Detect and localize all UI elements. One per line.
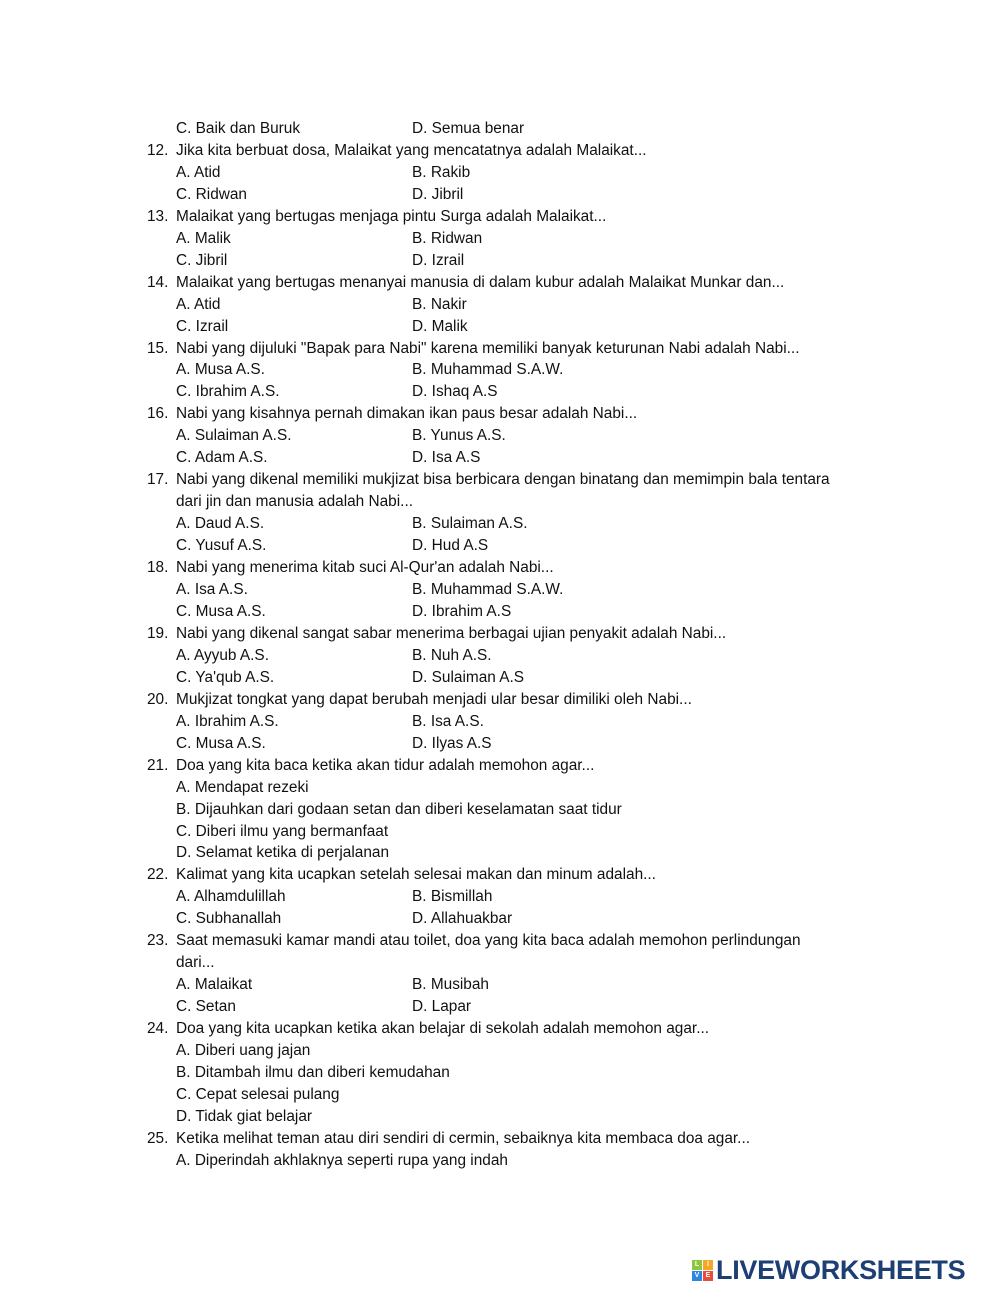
option: A. Daud A.S. — [176, 515, 265, 533]
option-row — [147, 316, 907, 338]
option: D. Ibrahim A.S — [412, 602, 512, 620]
question-number: 18. — [147, 559, 169, 577]
question-line — [147, 338, 907, 360]
option: B. Nuh A.S. — [412, 646, 492, 664]
question-text: Ketika melihat teman atau diri sendiri di cermin, sebaiknya kita membaca doa agar... — [176, 1129, 751, 1147]
question-line — [147, 403, 907, 425]
question-text: dari... — [176, 954, 215, 972]
question-line — [147, 557, 907, 579]
option-row — [147, 162, 907, 184]
option-row — [147, 886, 907, 908]
option: A. Malik — [176, 229, 231, 247]
option: A. Diberi uang jajan — [176, 1042, 311, 1060]
option: A. Sulaiman A.S. — [176, 427, 292, 445]
option: A. Ayyub A.S. — [176, 646, 269, 664]
question-line — [147, 206, 907, 228]
option-row — [147, 667, 907, 689]
option-row — [147, 799, 907, 821]
question-number: 13. — [147, 207, 169, 225]
option: C. Musa A.S. — [176, 602, 266, 620]
option: C. Jibril — [176, 251, 228, 269]
question-number: 15. — [147, 339, 169, 357]
option-row — [147, 381, 907, 403]
option: D. Lapar — [412, 998, 472, 1016]
logo-tile: L — [692, 1260, 702, 1270]
option: B. Nakir — [412, 295, 467, 313]
option: B. Rakib — [412, 163, 471, 181]
option: B. Ridwan — [412, 229, 483, 247]
option: C. Adam A.S. — [176, 449, 268, 467]
option: B. Muhammad S.A.W. — [412, 361, 564, 379]
option: D. Selamat ketika di perjalanan — [176, 844, 390, 862]
option: B. Muhammad S.A.W. — [412, 581, 564, 599]
option: C. Diberi ilmu yang bermanfaat — [176, 822, 389, 840]
option: B. Musibah — [412, 976, 489, 994]
question-line — [147, 755, 907, 777]
question-text: Nabi yang dijuluki "Bapak para Nabi" karena memiliki banyak keturunan Nabi adalah Nabi... — [176, 339, 800, 357]
option-row — [147, 425, 907, 447]
option-row — [147, 996, 907, 1018]
option: A. Atid — [176, 295, 221, 313]
question-text: Doa yang kita ucapkan ketika akan belajar di sekolah adalah memohon agar... — [176, 1020, 710, 1038]
option-row — [147, 733, 907, 755]
option-row — [147, 294, 907, 316]
option: D. Tidak giat belajar — [176, 1107, 313, 1125]
option: B. Ditambah ilmu dan diberi kemudahan — [176, 1063, 450, 1081]
question-line — [147, 864, 907, 886]
logo-text: LIVEWORKSHEETS — [716, 1255, 966, 1285]
option: C. Ya'qub A.S. — [176, 668, 275, 686]
question-line — [147, 930, 907, 952]
question-text: Nabi yang dikenal sangat sabar menerima berbagai ujian penyakit adalah Nabi... — [176, 624, 727, 642]
option: B. Bismillah — [412, 888, 493, 906]
option: B. Sulaiman A.S. — [412, 515, 528, 533]
question-number: 23. — [147, 932, 169, 950]
option: C. Setan — [176, 998, 236, 1016]
option: C. Baik dan Buruk — [176, 120, 301, 137]
logo-tile: V — [692, 1271, 702, 1281]
liveworksheets-logo — [692, 1255, 965, 1286]
option-row — [147, 842, 907, 864]
option-row — [147, 535, 907, 557]
option: A. Ibrahim A.S. — [176, 712, 279, 730]
option: D. Semua benar — [412, 120, 525, 137]
option-row — [147, 1062, 907, 1084]
option: C. Yusuf A.S. — [176, 537, 267, 555]
option-row — [147, 359, 907, 381]
option-row — [147, 447, 907, 469]
option: C. Ridwan — [176, 185, 247, 203]
question-text: Doa yang kita baca ketika akan tidur adalah memohon agar... — [176, 756, 595, 774]
logo-tile: E — [703, 1271, 713, 1281]
question-number: 19. — [147, 624, 169, 642]
option: B. Dijauhkan dari godaan setan dan diberi keselamatan saat tidur — [176, 800, 622, 818]
option: C. Izrail — [176, 317, 229, 335]
option-row — [147, 184, 907, 206]
logo-tile: I — [703, 1260, 713, 1270]
option: A. Malaikat — [176, 976, 253, 994]
option-row — [147, 250, 907, 272]
option-row — [147, 821, 907, 843]
question-number: 14. — [147, 273, 169, 291]
option: D. Ilyas A.S — [412, 734, 492, 752]
option-row — [147, 601, 907, 623]
question-number: 24. — [147, 1020, 169, 1038]
question-text: Jika kita berbuat dosa, Malaikat yang mencatatnya adalah Malaikat... — [176, 141, 647, 159]
option-row — [147, 118, 907, 140]
option-row — [147, 1150, 907, 1172]
question-text: Malaikat yang bertugas menjaga pintu Surga adalah Malaikat... — [176, 207, 607, 225]
question-number: 12. — [147, 141, 169, 159]
option: B. Isa A.S. — [412, 712, 484, 730]
option: A. Diperindah akhlaknya seperti rupa yang indah — [176, 1151, 508, 1169]
option-row — [147, 1084, 907, 1106]
option: A. Isa A.S. — [176, 581, 248, 599]
option: A. Mendapat rezeki — [176, 778, 309, 796]
option-row — [147, 974, 907, 996]
question-number: 21. — [147, 756, 169, 774]
question-text: Nabi yang kisahnya pernah dimakan ikan paus besar adalah Nabi... — [176, 405, 638, 423]
question-line — [147, 689, 907, 711]
live-tiles-icon — [692, 1260, 713, 1281]
option: D. Allahuakbar — [412, 910, 513, 928]
option-row — [147, 1106, 907, 1128]
option: B. Yunus A.S. — [412, 427, 506, 445]
option-row — [147, 777, 907, 799]
option: D. Malik — [412, 317, 468, 335]
option: D. Ishaq A.S — [412, 383, 498, 401]
question-line — [147, 140, 907, 162]
option-row — [147, 579, 907, 601]
option: A. Alhamdulillah — [176, 888, 286, 906]
option-row — [147, 228, 907, 250]
option: D. Hud A.S — [412, 537, 489, 555]
worksheet-questions — [147, 118, 907, 1172]
question-line — [147, 272, 907, 294]
question-line — [147, 623, 907, 645]
option: C. Musa A.S. — [176, 734, 266, 752]
option-row — [147, 908, 907, 930]
question-number: 17. — [147, 471, 169, 489]
option: D. Izrail — [412, 251, 465, 269]
question-number: 25. — [147, 1129, 169, 1147]
question-number: 22. — [147, 866, 169, 884]
option: D. Jibril — [412, 185, 464, 203]
option: C. Cepat selesai pulang — [176, 1085, 340, 1103]
question-text: Malaikat yang bertugas menanyai manusia di dalam kubur adalah Malaikat Munkar dan... — [176, 273, 785, 291]
question-text: Nabi yang dikenal memiliki mukjizat bisa berbicara dengan binatang dan memimpin bala tentara — [176, 471, 830, 489]
question-text: dari jin dan manusia adalah Nabi... — [176, 493, 413, 511]
option: C. Subhanallah — [176, 910, 282, 928]
question-text: Mukjizat tongkat yang dapat berubah menjadi ular besar dimiliki oleh Nabi... — [176, 690, 692, 708]
question-text: Nabi yang menerima kitab suci Al-Qur'an adalah Nabi... — [176, 559, 554, 577]
option: D. Sulaiman A.S — [412, 668, 525, 686]
option-row — [147, 711, 907, 733]
option: A. Atid — [176, 163, 221, 181]
question-line — [147, 1018, 907, 1040]
question-text: Kalimat yang kita ucapkan setelah selesai makan dan minum adalah... — [176, 866, 656, 884]
option: A. Musa A.S. — [176, 361, 265, 379]
option-row — [147, 513, 907, 535]
question-line — [147, 1128, 907, 1150]
question-line — [147, 952, 907, 974]
option-row — [147, 1040, 907, 1062]
question-number: 20. — [147, 690, 169, 708]
option-row — [147, 645, 907, 667]
question-text: Saat memasuki kamar mandi atau toilet, doa yang kita baca adalah memohon perlindungan — [176, 932, 801, 950]
option: D. Isa A.S — [412, 449, 481, 467]
question-line — [147, 491, 907, 513]
question-number: 16. — [147, 405, 169, 423]
option: C. Ibrahim A.S. — [176, 383, 280, 401]
question-line — [147, 469, 907, 491]
